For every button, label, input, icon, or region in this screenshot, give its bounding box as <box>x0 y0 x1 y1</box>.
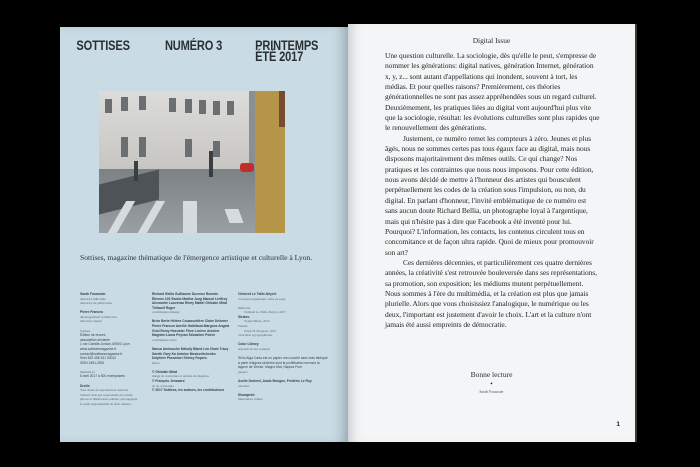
credit-email[interactable]: contact@sottisesmagazine.fr <box>80 351 123 356</box>
credit-role: Frank H. Pierpont, 1913 <box>244 328 276 333</box>
credit-role: papiers <box>238 369 248 374</box>
credit-name: Droits <box>80 383 90 388</box>
credit-role: conception graphique, mise en page <box>238 296 286 301</box>
credit-name: Sharaprint <box>238 392 255 397</box>
credit-address: 1 rue Camille-Jordan, 69001 Lyon <box>80 342 130 347</box>
photo-window <box>169 98 176 112</box>
photo-window <box>105 99 112 113</box>
credit-role: contributeurs mots <box>152 337 177 342</box>
credit-name: Strateo <box>238 314 250 319</box>
credit-role: 6 avril 2017 à 500 exemplaires <box>80 374 125 379</box>
editorial-paragraph: Justement, ce numéro remet les compteurs à zéro. Jeunes et plus âgés, nous ne sommes certes pas tous égaux face au digital, mais nous disposons majoritairement des mêmes outils. Ce qui change? Nos pratiques et les contraintes que nous nous imposons. Pour cette édition, nous avons décidé de mettre à l'honneur des artistes qui bousculent perpétuellement les codes de la création sous l'impulsion, ou non, du digital. En parlant d'honneur, l'invité emblématique de ce numéro est sans aucun doute Richard Bellia, un photographe loyal à l'argentique, mais qui n'hésite pas à dire que Facebook a été inventé pour lui. Pourquoi? L'information, les contacts, les contenus circulent tous en concomitance et de façon ultra rapide. Quoi de mieux pour promouvoir son art? <box>385 133 594 257</box>
season-line-2: ÉTÉ 2017 <box>255 49 304 64</box>
credit-name: Immortel <box>238 305 251 310</box>
credit-name: Richard Bellia Guillaume Ducreux Romain Étienne 100 Studio Martha Jung Manuel Lieffroy Alexandre Louvenaz Rémy Mattei Ghislain Mirat Thibault Roger <box>152 292 228 310</box>
credit-role: 2e de couverture <box>152 383 174 388</box>
credit-role: Édition de revues <box>80 333 106 338</box>
credit-name: Brice Berte Hélène Couassedière Claire Delorme Pierre Franceu Amélie Gabillaud-Margoux Angela Gnol Romy Hoeuster Flore Leclerc Antoine Magnien Laura Peysan Sébastien Poirée <box>152 319 230 338</box>
credit-role: impression, reliure <box>238 397 263 402</box>
credit-name: © François Jensaard <box>152 379 185 383</box>
photo-window <box>213 101 220 115</box>
photo-person <box>134 161 138 181</box>
credit-siret: Siret 819 456 341 00012 <box>80 356 117 361</box>
photo-wall-shadow <box>279 91 285 127</box>
credit-role: développement commercial <box>80 314 117 319</box>
credit-name: Shiro Alga Carta est un papier non couché sans bois fabriqué à partir d'algues séchées dont la prolifération menace la lagune de Venise. Magno Mat, Napura Pure <box>238 356 328 370</box>
credit-name: Nanca Amirouche Mélody Bland Léa Chaix Tracy Sareth Gary Ka Antoine Moskovitchenko Delphine Paesedori Shirley Ropers <box>152 346 229 361</box>
credit-role: directrice éditoriale <box>80 296 106 301</box>
credit-role: Clément Le Taille-Neyret, 2017 <box>244 310 287 315</box>
credit-name: Sottises <box>80 328 91 333</box>
credit-role: caractères typographiques <box>238 333 273 338</box>
credit-role: merci <box>152 360 160 365</box>
season-label <box>255 40 318 62</box>
editorial-paragraph: Ces dernières décennies, et particulièrement ces quatre dernières années, la créativité s'est retrouvée bouleversée dans ses représentations, sa promotion, son exposition; les médiums mutent perpétuellement. Nous sommes à l'ère du multimédia, et la création est plus que jamais plurielle. Alors que vous choisissiez l'analogique, le numérique ou les deux, l'important est justement d'avoir le choix. L'art et la culture n'ont jamais été aussi empreints de démocratie. <box>385 257 597 329</box>
credit-role: séparations des couleurs <box>238 346 271 351</box>
photo-window <box>213 141 220 157</box>
magazine-tagline: Sottises, magazine thématique de l'émergence artistique et culturelle à Lyon. <box>80 253 313 262</box>
credit-role: photos et illustrations publiés, qui engagent <box>80 397 138 402</box>
credit-name: Color Library <box>238 342 259 347</box>
photo-car <box>240 163 254 172</box>
credit-role: directeur adjoint <box>80 319 102 324</box>
separator-dot-icon: • <box>490 380 493 388</box>
crosswalk-stripe <box>183 201 197 233</box>
page-number: 1 <box>616 421 620 428</box>
author-signature: Sarah Fouassier <box>479 390 504 394</box>
photo-window <box>121 97 128 111</box>
photo-window <box>185 139 192 157</box>
credit-role: relecture <box>238 383 250 388</box>
credit-role: Tous droits de reproduction réservés. <box>80 388 129 393</box>
credits-column-3 <box>238 292 328 406</box>
credit-name: Sarah Fouassier <box>80 292 106 296</box>
season-line-1: PRINTEMPS <box>255 38 319 53</box>
credit-name: Axelle Durimel, Anaïs Bringue, Frédéric Le Roy <box>238 378 312 383</box>
photo-window <box>199 100 206 114</box>
credit-website[interactable]: www.sottisesmagazine.fr <box>80 346 117 351</box>
credit-name: Imprimé le <box>80 369 95 374</box>
photo-window <box>227 101 234 115</box>
right-page <box>348 24 635 442</box>
photo-window <box>185 99 192 113</box>
credit-role: image de couverture et entrées de chapitres <box>152 374 209 379</box>
photo-window <box>121 137 128 157</box>
credit-name: © 2017 Sottises, les auteurs, les contributeurs <box>152 388 225 393</box>
credit-name: © Ghislain Mirat <box>152 369 178 374</box>
credit-role: association déclarée <box>80 337 111 342</box>
issue-number: NUMÉRO 3 <box>164 38 223 53</box>
editorial-paragraph: Une question culturelle. La sociologie, dès qu'elle le peut, s'empresse de nommer les générations: digital natives, génération Internet, génération x, y, z... sont autant d'appellations qui inondent, souvent à tort, les médias. Et pour quelles raisons? Premièrement, ces théories générationnelles ne sont pas assez appréhendées sous un regard culturel. Deuxièmement, les pratiques liées au digital vont aujourd'hui plus vite que la sociologie, résultat: les évolutions culturelles sont plus rapides que le renouvellement des générations. <box>385 51 600 133</box>
credit-role: directrice de publication <box>80 301 113 306</box>
credit-role: la seule responsabilité de leurs auteurs. <box>80 401 132 406</box>
credit-name: Plantin <box>238 324 248 329</box>
photo-window <box>139 137 146 157</box>
credit-name: Clément Le Taille-Neyret <box>238 292 277 296</box>
credit-issn: ISSN 2491-2891 <box>80 360 105 365</box>
closing-line: Bonne lecture <box>470 370 513 379</box>
editorial-body <box>385 51 600 330</box>
credits-column-2 <box>152 292 230 393</box>
credit-role: Younn Minet, 2015 <box>244 319 270 324</box>
credit-name: Pierre Franceu <box>80 310 104 315</box>
photo-person <box>209 151 213 177</box>
magazine-title: SOTTISES <box>76 38 130 53</box>
left-page <box>60 27 348 442</box>
page-header: Digital Issue <box>472 36 511 45</box>
cover-photo <box>99 91 285 233</box>
credits-column-1 <box>80 292 142 411</box>
credit-role: Sottises n'est pas responsable des textes, <box>80 392 134 397</box>
photo-window <box>139 96 146 110</box>
credit-role: contributeurs images <box>152 310 180 315</box>
